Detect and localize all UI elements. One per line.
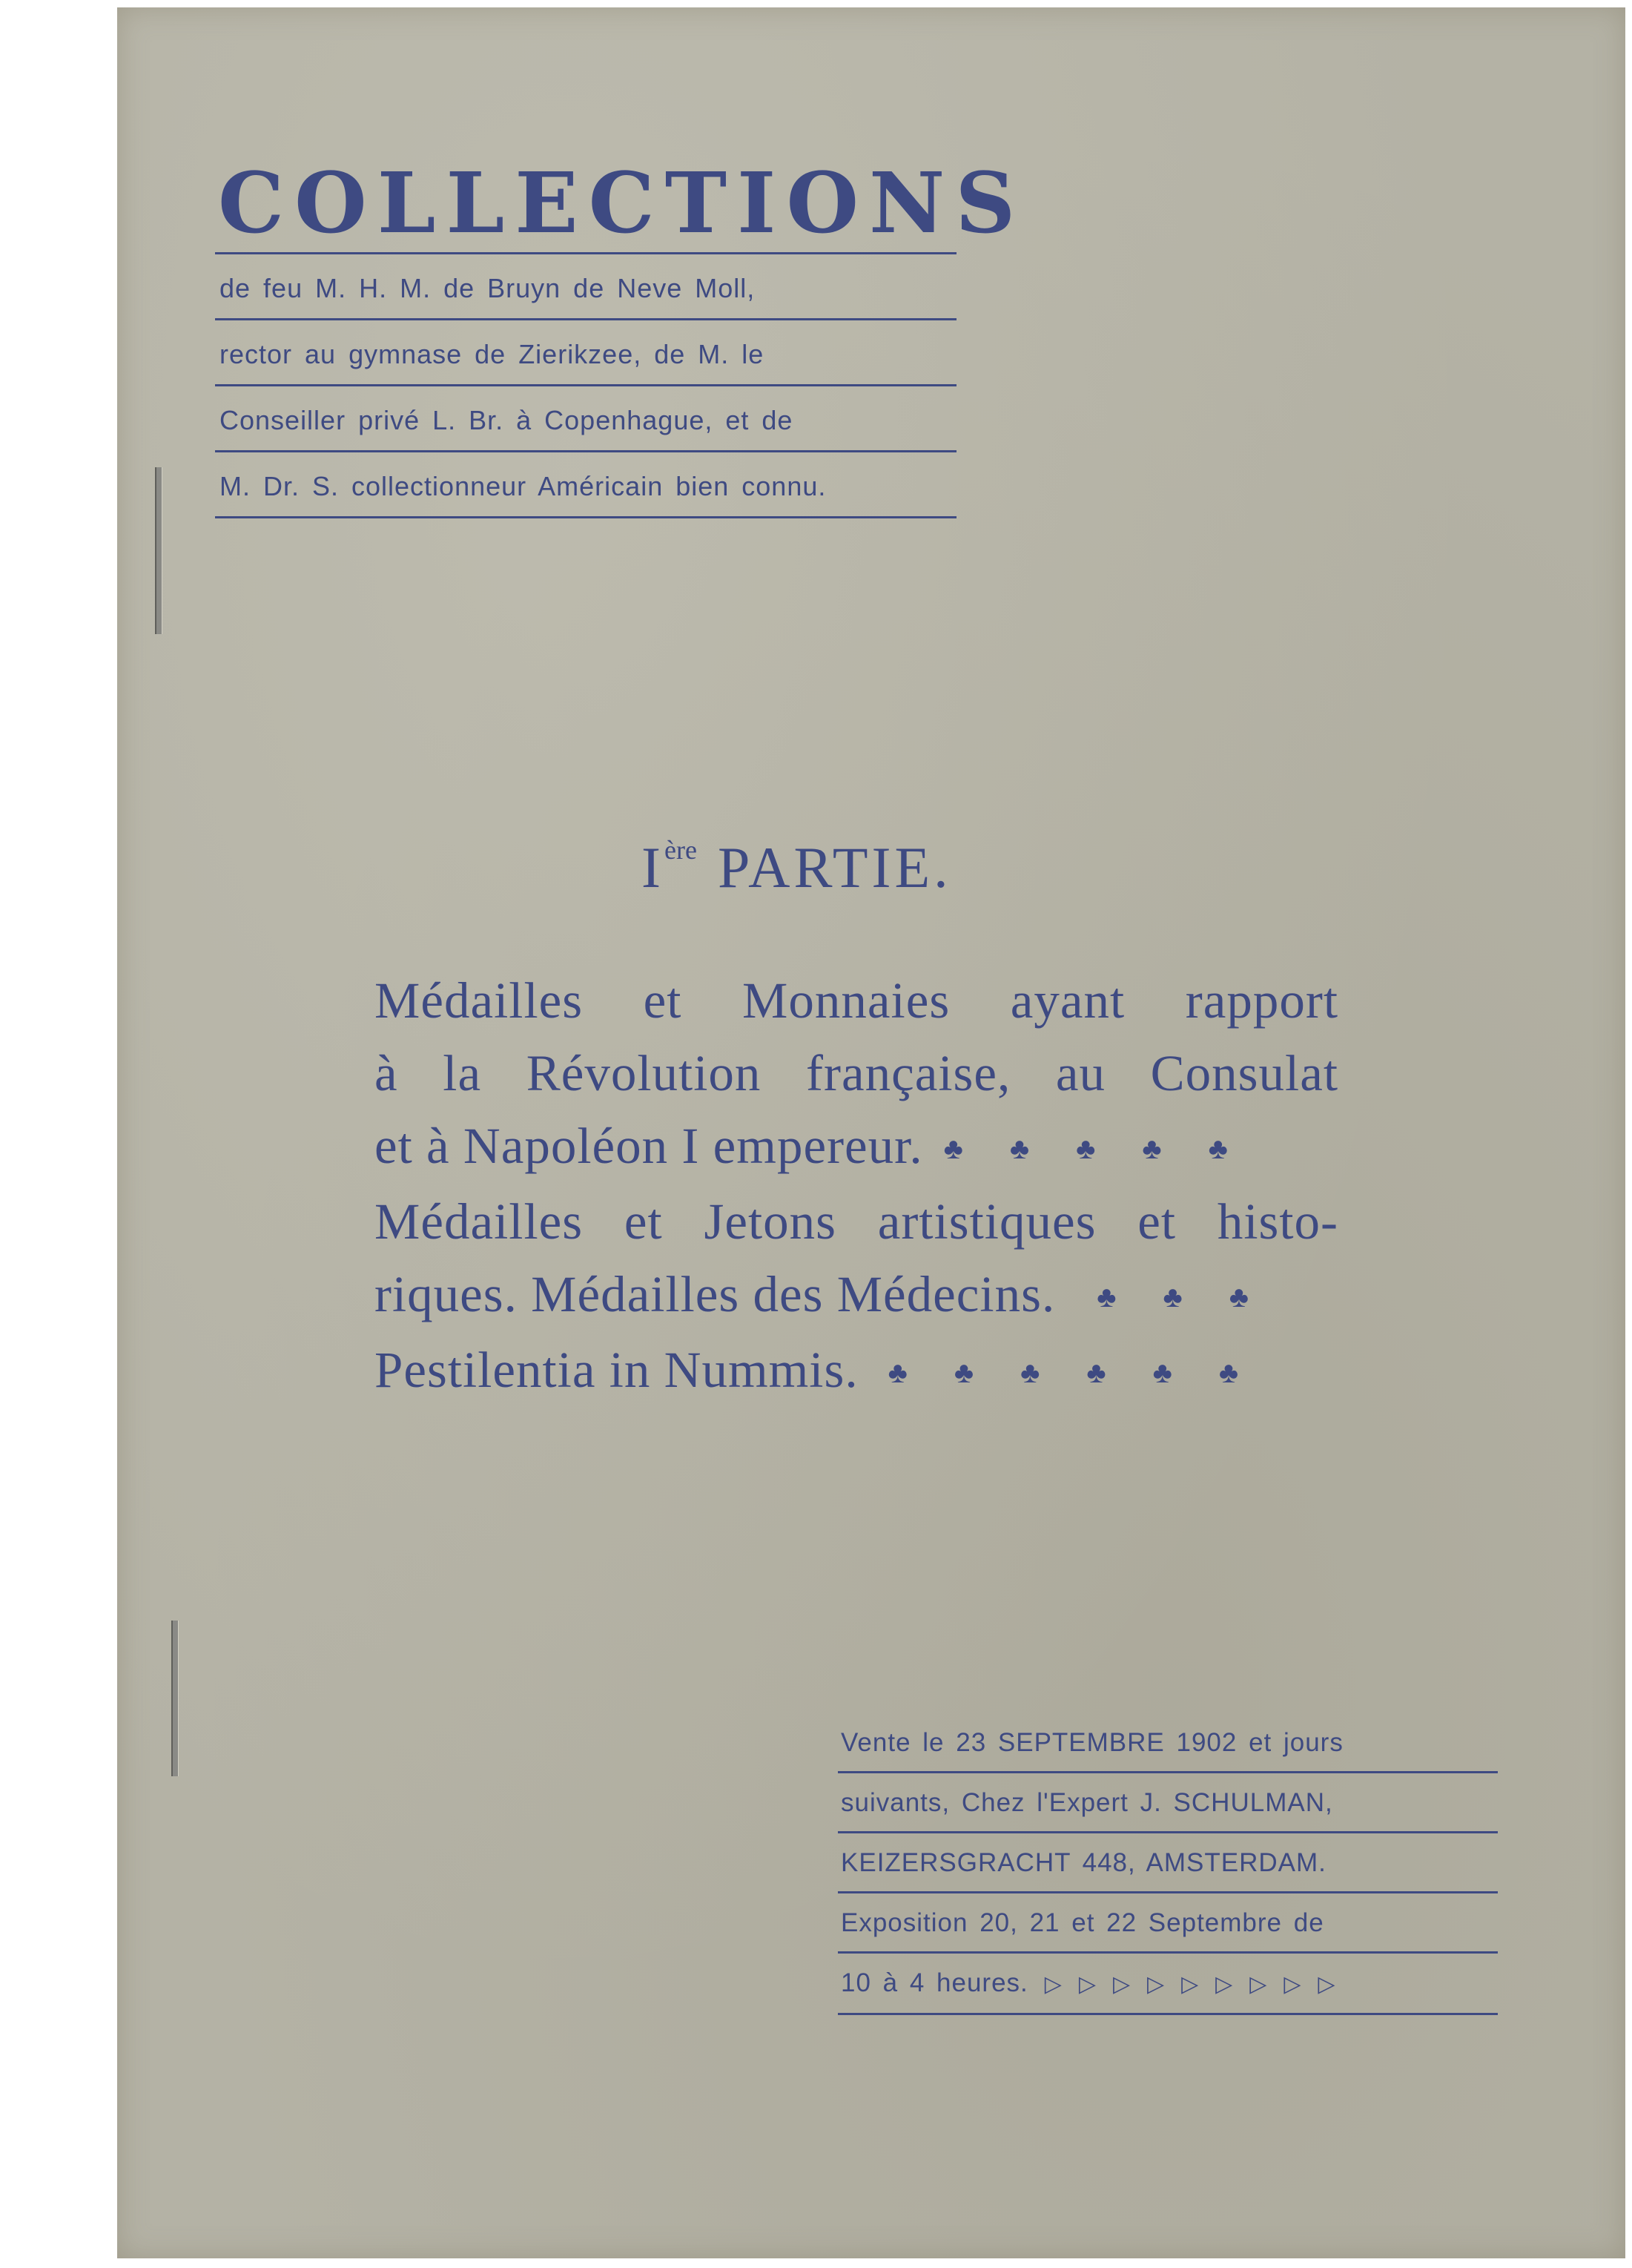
club-ornament-icon: ♣ — [1229, 1280, 1249, 1313]
club-ornament-icon: ♣ — [1142, 1132, 1163, 1165]
sale-line-3: KEIZERSGRACHT 448, AMSTERDAM. — [838, 1833, 1498, 1893]
sale-info-block — [838, 1713, 1498, 2015]
sale-line-1: Vente le 23 SEPTEMBRE 1902 et jours — [838, 1713, 1498, 1773]
part-roman-numeral: I — [641, 835, 664, 900]
part-heading — [641, 834, 1160, 901]
triangle-ornament-icon: ▷ — [1249, 1972, 1268, 1997]
header-line-2: rector au gymnase de Zierikzee, de M. le — [215, 320, 957, 386]
description-line-5: riques. Médailles des Médecins. — [374, 1266, 1056, 1322]
club-ornament-icon: ♣ — [1020, 1356, 1041, 1389]
sale-line-5-row — [838, 1954, 1498, 2015]
description-line-1: Médailles et Monnaies ayant rapport — [374, 972, 1338, 1029]
triangle-ornament-icon: ▷ — [1181, 1972, 1200, 1997]
club-ornament-icon: ♣ — [1097, 1280, 1117, 1313]
club-ornament-icon: ♣ — [1009, 1132, 1031, 1165]
club-ornament-icon: ♣ — [1163, 1280, 1183, 1313]
description-line-2: à la Révolution française, au Consulat — [374, 1045, 1338, 1101]
description-line-5-row — [374, 1258, 1338, 1334]
triangle-ornament-icon: ▷ — [1078, 1972, 1097, 1997]
part-label: PARTIE. — [717, 835, 952, 900]
club-ornament-icon: ♣ — [943, 1132, 964, 1165]
club-ornament-icon: ♣ — [1076, 1132, 1097, 1165]
staple-bottom — [171, 1621, 179, 1776]
triangle-ornament-icon: ▷ — [1112, 1972, 1132, 1997]
triangle-ornament-icon: ▷ — [1044, 1972, 1063, 1997]
description-line-4: Médailles et Jetons artistiques et histo- — [374, 1193, 1338, 1250]
description-line-3-row — [374, 1110, 1338, 1185]
club-ornament-icon: ♣ — [954, 1356, 975, 1389]
club-ornament-icon: ♣ — [1152, 1356, 1173, 1389]
triangle-ornament-icon: ▷ — [1284, 1972, 1302, 1997]
part-ordinal-suffix: ère — [664, 835, 697, 865]
triangle-ornament-icon: ▷ — [1215, 1972, 1234, 1997]
triangle-ornament-icon: ▷ — [1318, 1972, 1336, 1997]
description-line-3: et à Napoléon I empereur. — [374, 1118, 923, 1174]
description-line-6: Pestilentia in Nummis. — [374, 1342, 859, 1398]
club-ornament-icon: ♣ — [888, 1356, 908, 1389]
header-block — [215, 155, 1026, 518]
club-ornament-icon: ♣ — [1208, 1132, 1229, 1165]
sale-line-2: suivants, Chez l'Expert J. SCHULMAN, — [838, 1773, 1498, 1833]
sale-line-5: 10 à 4 heures. — [841, 1968, 1028, 1997]
contents-description — [374, 964, 1338, 1409]
club-ornament-icon: ♣ — [1218, 1356, 1240, 1389]
triangle-ornament-icon: ▷ — [1147, 1972, 1166, 1997]
collection-title: COLLECTIONS — [215, 156, 957, 254]
header-line-3: Conseiller privé L. Br. à Copenhague, et de — [215, 386, 957, 452]
header-line-1: de feu M. H. M. de Bruyn de Neve Moll, — [215, 254, 957, 320]
staple-top — [155, 467, 162, 634]
header-line-4: M. Dr. S. collectionneur Américain bien connu. — [215, 452, 957, 518]
description-line-6-row — [374, 1334, 1338, 1409]
sale-line-4: Exposition 20, 21 et 22 Septembre de — [838, 1893, 1498, 1954]
club-ornament-icon: ♣ — [1086, 1356, 1107, 1389]
